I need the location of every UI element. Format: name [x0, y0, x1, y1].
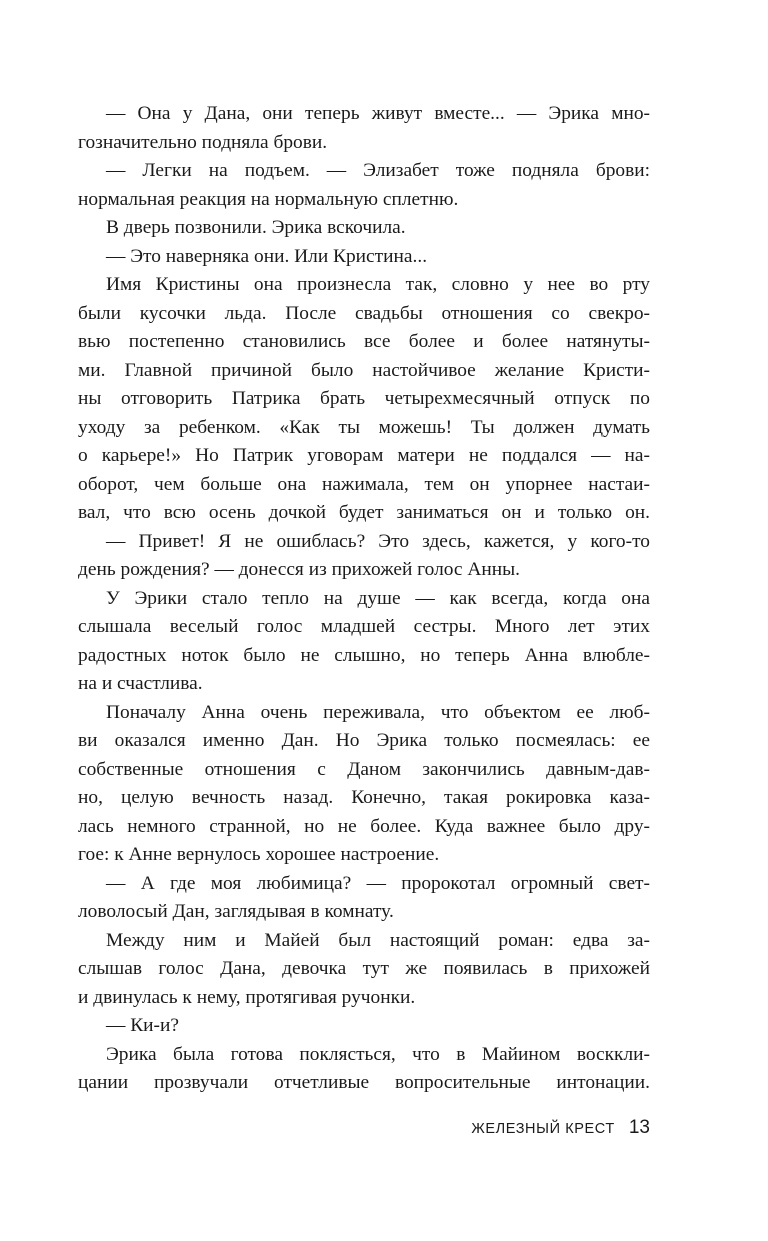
- text-line: У Эрики стало тепло на душе — как всегда, когда она: [106, 587, 650, 609]
- text-line: были кусочки льда. После свадьбы отношения со свекро-: [78, 302, 650, 324]
- text-line: вью постепенно становились все более и более натянуты-: [78, 331, 650, 352]
- text-line: Имя Кристины она произнесла так, словно у нее во рту: [106, 274, 650, 295]
- text-line: но, целую вечность назад. Конечно, такая рокировка каза-: [78, 787, 650, 808]
- running-title: ЖЕЛЕЗНЫЙ КРЕСТ: [471, 1121, 615, 1137]
- text-line: Поначалу Анна очень переживала, что объектом ее люб-: [106, 701, 650, 723]
- text-line: — А где моя любимица? — пророкотал огромный свет-: [106, 872, 650, 894]
- text-line: слышала веселый голос младшей сестры. Много лет этих: [78, 616, 650, 637]
- text-line: Между ним и Майей был настоящий роман: едва за-: [106, 929, 650, 951]
- page-number: 13: [628, 1117, 650, 1138]
- text-line: — Привет! Я не ошиблась? Это здесь, кажется, у кого-то: [106, 530, 650, 552]
- text-line: В дверь позвонили. Эрика вскочила.: [106, 217, 406, 238]
- page-footer: [78, 1117, 650, 1143]
- text-line: собственные отношения с Даном закончились давным-дав-: [78, 758, 650, 780]
- text-line: оборот, чем больше она нажимала, тем он упорнее настаи-: [78, 473, 650, 495]
- text-line: ви оказался именно Дан. Но Эрика только посмеялась: ее: [78, 730, 650, 751]
- text-line: и двинулась к нему, протягивая ручонки.: [78, 986, 416, 1008]
- text-line: — Ки-и?: [106, 1015, 179, 1036]
- text-line: вал, что всю осень дочкой будет заниматься он и только он.: [78, 502, 650, 523]
- text-line: нормальная реакция на нормальную сплетню.: [78, 188, 459, 210]
- text-line: ловолосый Дан, заглядывая в комнату.: [78, 901, 394, 922]
- text-line: ны отговорить Патрика брать четырехмесячный отпуск по: [78, 388, 650, 409]
- text-line: уходу за ребенком. «Как ты можешь! Ты должен думать: [78, 416, 650, 438]
- text-line: слышав голос Дана, девочка тут же появилась в прихожей: [78, 958, 650, 979]
- text-line: гое: к Анне вернулось хорошее настроение.: [78, 844, 440, 865]
- text-line: — Это наверняка они. Или Кристина...: [106, 245, 428, 267]
- text-line: — Легки на подъем. — Элизабет тоже подняла брови:: [106, 160, 650, 181]
- text-line: о карьере!» Но Патрик уговорам матери не поддался — на-: [78, 445, 650, 466]
- text-line: — Она у Дана, они теперь живут вместе... — Эрика мно-: [106, 103, 650, 124]
- text-line: ми. Главной причиной было настойчивое желание Кристи-: [78, 359, 650, 381]
- text-line: лась немного странной, но не более. Куда важнее было дру-: [78, 815, 650, 837]
- text-line: радостных ноток было не слышно, но теперь Анна влюбле-: [78, 644, 650, 666]
- text-line: цании прозвучали отчетливые вопросительные интонации.: [78, 1072, 650, 1093]
- text-line: день рождения? — донесся из прихожей голос Анны.: [78, 559, 521, 580]
- text-line: на и счастлива.: [78, 673, 203, 694]
- page-body: [78, 100, 650, 1098]
- text-line: Эрика была готова поклясться, что в Майином восккли-: [106, 1043, 650, 1065]
- text-line: гозначительно подняла брови.: [78, 131, 328, 153]
